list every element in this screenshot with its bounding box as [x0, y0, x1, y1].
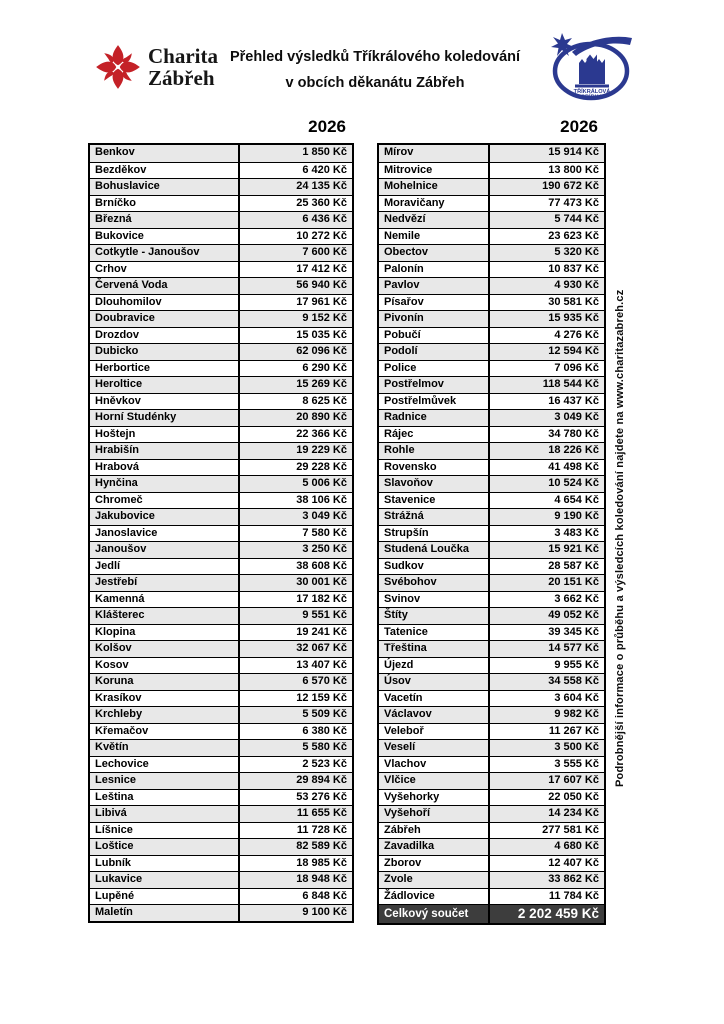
amount-value: 6 420 Kč — [302, 163, 347, 176]
table-row — [90, 409, 352, 426]
amount-value: 4 930 Kč — [554, 279, 599, 291]
amount-value: 6 570 Kč — [302, 675, 347, 687]
amount-value: 82 589 Kč — [296, 840, 347, 852]
amount-value: 53 276 Kč — [296, 790, 347, 803]
side-note-vertical: Podrobnější informace o průběhu a výsledcích koledování najdete na www.charitazabreh.cz — [614, 289, 626, 787]
table-row — [90, 624, 352, 641]
municipality-name: Bukovice — [90, 229, 240, 245]
amount-value: 11 728 Kč — [296, 823, 347, 836]
table-row — [90, 162, 352, 179]
amount-value: 118 544 Kč — [542, 378, 599, 390]
table-row — [379, 294, 604, 311]
municipality-name: Horní Studénky — [90, 410, 240, 426]
table-row — [379, 739, 604, 756]
municipality-name: Svinov — [379, 592, 490, 608]
amount-value: 12 594 Kč — [548, 345, 599, 357]
table-row — [379, 673, 604, 690]
year-heading-right: 2026 — [560, 117, 598, 136]
municipality-name: Mitrovice — [379, 163, 490, 179]
municipality-name: Lukavice — [90, 872, 240, 888]
table-row — [90, 343, 352, 360]
amount-value: 4 680 Kč — [554, 840, 599, 852]
municipality-name: Žádlovice — [379, 889, 490, 905]
municipality-name: Písařov — [379, 295, 490, 311]
municipality-name: Hoštejn — [90, 427, 240, 443]
municipality-name: Štíty — [379, 608, 490, 624]
amount-value: 12 407 Kč — [548, 856, 599, 869]
table-row — [379, 426, 604, 443]
municipality-name: Hynčina — [90, 476, 240, 492]
municipality-name: Doubravice — [90, 311, 240, 327]
municipality-name: Zvole — [379, 872, 490, 888]
amount-value: 17 607 Kč — [548, 774, 599, 786]
municipality-name: Moravičany — [379, 196, 490, 212]
table-row — [90, 228, 352, 245]
municipality-name: Kolšov — [90, 641, 240, 657]
municipality-name: Jakubovice — [90, 509, 240, 525]
amount-value: 25 360 Kč — [296, 196, 347, 209]
table-row — [379, 277, 604, 294]
municipality-name: Hněvkov — [90, 394, 240, 410]
municipality-name: Postřelmůvek — [379, 394, 490, 410]
table-row — [379, 657, 604, 674]
amount-value: 32 067 Kč — [296, 642, 347, 654]
amount-value: 10 837 Kč — [548, 262, 599, 275]
amount-value: 30 001 Kč — [296, 576, 347, 588]
table-row — [90, 591, 352, 608]
amount-value: 56 940 Kč — [296, 279, 347, 291]
municipality-name: Strupšín — [379, 526, 490, 542]
table-row — [379, 261, 604, 278]
amount-value: 15 269 Kč — [296, 378, 347, 390]
amount-value: 11 784 Kč — [548, 889, 599, 902]
table-row — [90, 673, 352, 690]
municipality-name: Jestřebí — [90, 575, 240, 591]
table-row — [90, 888, 352, 905]
table-row — [379, 888, 604, 905]
table-row — [379, 558, 604, 575]
charita-logo-text — [148, 45, 218, 89]
amount-value: 30 581 Kč — [548, 295, 599, 308]
table-row — [379, 574, 604, 591]
table-row — [90, 640, 352, 657]
table-row — [379, 228, 604, 245]
table-row — [90, 541, 352, 558]
amount-value: 20 151 Kč — [548, 576, 599, 588]
table-row — [90, 607, 352, 624]
municipality-name: Chromeč — [90, 493, 240, 509]
municipality-name: Bohuslavice — [90, 179, 240, 195]
municipality-name: Krchleby — [90, 707, 240, 723]
municipality-name: Zavadilka — [379, 839, 490, 855]
table-row — [90, 442, 352, 459]
table-row — [379, 723, 604, 740]
amount-value: 41 498 Kč — [548, 460, 599, 473]
municipality-name: Lupěné — [90, 889, 240, 905]
table-row — [90, 145, 352, 162]
amount-value: 9 152 Kč — [302, 312, 347, 324]
charita-flame-cross-icon — [95, 44, 141, 90]
municipality-name: Hrabišín — [90, 443, 240, 459]
table-row — [90, 459, 352, 476]
municipality-name: Maletín — [90, 905, 240, 921]
municipality-name: Veleboř — [379, 724, 490, 740]
amount-value: 49 052 Kč — [548, 609, 599, 621]
amount-value: 13 407 Kč — [296, 658, 347, 671]
amount-value: 22 050 Kč — [548, 790, 599, 803]
amount-value: 8 625 Kč — [302, 394, 347, 407]
amount-value: 9 955 Kč — [554, 658, 599, 671]
table-row — [379, 162, 604, 179]
table-row — [379, 541, 604, 558]
amount-value: 29 228 Kč — [296, 460, 347, 473]
amount-value: 14 234 Kč — [548, 807, 599, 819]
municipality-name: Pivonín — [379, 311, 490, 327]
table-row — [379, 475, 604, 492]
amount-value: 14 577 Kč — [548, 642, 599, 654]
table-row — [90, 360, 352, 377]
table-row — [90, 789, 352, 806]
table-row — [379, 244, 604, 261]
municipality-name: Podolí — [379, 344, 490, 360]
municipality-name: Koruna — [90, 674, 240, 690]
table-row — [379, 211, 604, 228]
municipality-name: Radnice — [379, 410, 490, 426]
municipality-name: Květín — [90, 740, 240, 756]
municipality-name: Jedlí — [90, 559, 240, 575]
amount-value: 7 096 Kč — [554, 361, 599, 374]
municipality-name: Palonín — [379, 262, 490, 278]
table-row — [379, 327, 604, 344]
charita-logo-line2: Zábřeh — [148, 66, 215, 90]
municipality-name: Stavenice — [379, 493, 490, 509]
municipality-name: Nemile — [379, 229, 490, 245]
table-row — [90, 706, 352, 723]
charita-logo-line1: Charita — [148, 44, 218, 68]
amount-value: 13 800 Kč — [548, 163, 599, 176]
amount-value: 17 182 Kč — [296, 592, 347, 605]
municipality-name: Václavov — [379, 707, 490, 723]
table-row — [90, 244, 352, 261]
table-row — [90, 822, 352, 839]
municipality-name: Sudkov — [379, 559, 490, 575]
amount-value: 29 894 Kč — [296, 774, 347, 786]
amount-value: 17 961 Kč — [296, 295, 347, 308]
table-row — [90, 277, 352, 294]
amount-value: 15 921 Kč — [548, 543, 599, 555]
page-title-line1: Přehled výsledků Tříkrálového koledování — [229, 49, 521, 65]
table-row — [379, 442, 604, 459]
municipality-name: Lubník — [90, 856, 240, 872]
table-row — [379, 343, 604, 360]
amount-value: 4 654 Kč — [554, 493, 599, 506]
amount-value: 7 600 Kč — [302, 246, 347, 258]
municipality-name: Lechovice — [90, 757, 240, 773]
municipality-name: Rovensko — [379, 460, 490, 476]
municipality-name: Dlouhomilov — [90, 295, 240, 311]
table-row — [379, 640, 604, 657]
amount-value: 3 049 Kč — [302, 510, 347, 522]
municipality-name: Herbortice — [90, 361, 240, 377]
municipality-name: Březná — [90, 212, 240, 228]
table-row — [90, 327, 352, 344]
amount-value: 4 276 Kč — [554, 328, 599, 341]
table-row — [90, 376, 352, 393]
amount-value: 1 850 Kč — [302, 146, 347, 158]
table-row — [90, 574, 352, 591]
amount-value: 3 604 Kč — [554, 691, 599, 704]
amount-value: 6 848 Kč — [302, 889, 347, 902]
municipality-name: Vlachov — [379, 757, 490, 773]
amount-value: 11 655 Kč — [296, 807, 347, 819]
amount-value: 5 006 Kč — [302, 477, 347, 489]
municipality-name: Vlčice — [379, 773, 490, 789]
amount-value: 9 100 Kč — [302, 906, 347, 918]
table-row — [90, 310, 352, 327]
amount-value: 15 914 Kč — [548, 146, 599, 158]
table-row — [379, 508, 604, 525]
table-row — [90, 508, 352, 525]
table-row — [90, 904, 352, 921]
table-row — [379, 393, 604, 410]
municipality-name: Klášterec — [90, 608, 240, 624]
municipality-name: Hrabová — [90, 460, 240, 476]
municipality-name: Vyšehoří — [379, 806, 490, 822]
municipality-name: Strážná — [379, 509, 490, 525]
table-row — [90, 690, 352, 707]
table-row — [90, 178, 352, 195]
amount-value: 11 267 Kč — [548, 724, 599, 737]
table-row — [90, 492, 352, 509]
amount-value: 38 106 Kč — [296, 493, 347, 506]
amount-value: 34 780 Kč — [548, 427, 599, 440]
amount-value: 15 935 Kč — [548, 312, 599, 324]
amount-value: 5 744 Kč — [554, 213, 599, 225]
page-title-line2: v obcích děkanátu Zábřeh — [285, 75, 465, 91]
municipality-name: Pavlov — [379, 278, 490, 294]
amount-value: 38 608 Kč — [296, 559, 347, 572]
table-row — [90, 739, 352, 756]
table-row — [90, 805, 352, 822]
amount-value: 34 558 Kč — [548, 675, 599, 687]
municipality-name: Studená Loučka — [379, 542, 490, 558]
table-row — [379, 690, 604, 707]
three-kings-comet-icon — [548, 30, 636, 102]
municipality-name: Lesnice — [90, 773, 240, 789]
amount-value: 6 290 Kč — [302, 361, 347, 374]
municipality-name: Police — [379, 361, 490, 377]
municipality-name: Klopina — [90, 625, 240, 641]
amount-value: 6 380 Kč — [302, 724, 347, 737]
table-row — [379, 607, 604, 624]
municipality-name: Brníčko — [90, 196, 240, 212]
municipality-name: Svébohov — [379, 575, 490, 591]
table-row — [90, 261, 352, 278]
amount-value: 18 985 Kč — [296, 856, 347, 869]
municipality-name: Drozdov — [90, 328, 240, 344]
municipality-name: Mohelnice — [379, 179, 490, 195]
municipality-name: Veselí — [379, 740, 490, 756]
municipality-name: Postřelmov — [379, 377, 490, 393]
amount-value: 9 982 Kč — [554, 708, 599, 720]
table-row — [379, 822, 604, 839]
table-row — [90, 838, 352, 855]
amount-value: 22 366 Kč — [296, 427, 347, 440]
municipality-name: Cotkytle - Janoušov — [90, 245, 240, 261]
amount-value: 3 483 Kč — [554, 526, 599, 539]
municipality-name: Nedvězí — [379, 212, 490, 228]
table-row — [379, 145, 604, 162]
amount-value: 9 551 Kč — [302, 609, 347, 621]
grand-total-value: 2 202 459 Kč — [517, 906, 599, 921]
amount-value: 77 473 Kč — [548, 196, 599, 209]
municipality-name: Červená Voda — [90, 278, 240, 294]
ts-logo-text-line1: TŘÍKRÁLOVÁ — [573, 89, 611, 95]
municipality-name: Kosov — [90, 658, 240, 674]
municipality-name: Pobučí — [379, 328, 490, 344]
municipality-name: Mírov — [379, 145, 490, 162]
page-title — [225, 44, 525, 96]
amount-value: 2 523 Kč — [302, 757, 347, 770]
table-row — [379, 789, 604, 806]
trikralova-sbirka-logo — [548, 30, 636, 107]
table-row — [90, 475, 352, 492]
table-row — [379, 376, 604, 393]
charita-zabreh-logo — [95, 44, 218, 90]
amount-value: 28 587 Kč — [548, 559, 599, 572]
municipality-name: Vyšehorky — [379, 790, 490, 806]
municipality-name: Bezděkov — [90, 163, 240, 179]
municipality-name: Janoslavice — [90, 526, 240, 542]
table-row — [379, 871, 604, 888]
amount-value: 6 436 Kč — [302, 213, 347, 225]
municipality-name: Libivá — [90, 806, 240, 822]
table-row — [90, 772, 352, 789]
table-row — [90, 525, 352, 542]
amount-value: 9 190 Kč — [554, 510, 599, 522]
table-row — [379, 525, 604, 542]
amount-value: 62 096 Kč — [296, 345, 347, 357]
amount-value: 24 135 Kč — [296, 180, 347, 192]
ts-logo-text-line2: SBÍRKA — [581, 94, 603, 101]
municipality-name: Vacetín — [379, 691, 490, 707]
table-row — [379, 178, 604, 195]
amount-value: 39 345 Kč — [548, 625, 599, 638]
municipality-name: Rohle — [379, 443, 490, 459]
amount-value: 33 862 Kč — [548, 873, 599, 885]
amount-value: 3 555 Kč — [554, 757, 599, 770]
collection-results-table-left — [88, 143, 354, 923]
municipality-name: Crhov — [90, 262, 240, 278]
amount-value: 17 412 Kč — [296, 262, 347, 275]
municipality-name: Slavoňov — [379, 476, 490, 492]
year-heading-left: 2026 — [308, 117, 346, 136]
municipality-name: Třeština — [379, 641, 490, 657]
municipality-name: Dubicko — [90, 344, 240, 360]
amount-value: 16 437 Kč — [548, 394, 599, 407]
grand-total-label: Celkový součet — [379, 905, 490, 923]
table-row — [379, 591, 604, 608]
table-row — [90, 426, 352, 443]
municipality-name: Úsov — [379, 674, 490, 690]
grand-total-row — [379, 904, 604, 923]
municipality-name: Kamenná — [90, 592, 240, 608]
amount-value: 277 581 Kč — [542, 823, 599, 836]
collection-results-table-right — [377, 143, 606, 925]
table-row — [90, 723, 352, 740]
municipality-name: Újezd — [379, 658, 490, 674]
table-row — [379, 360, 604, 377]
amount-value: 15 035 Kč — [296, 328, 347, 341]
amount-value: 23 623 Kč — [548, 229, 599, 242]
amount-value: 18 226 Kč — [548, 444, 599, 456]
table-row — [90, 294, 352, 311]
municipality-name: Zábřeh — [379, 823, 490, 839]
amount-value: 12 159 Kč — [296, 691, 347, 704]
municipality-name: Krasíkov — [90, 691, 240, 707]
municipality-name: Zborov — [379, 856, 490, 872]
table-row — [90, 855, 352, 872]
amount-value: 5 320 Kč — [554, 246, 599, 258]
table-row — [379, 195, 604, 212]
table-row — [379, 838, 604, 855]
amount-value: 3 049 Kč — [554, 411, 599, 423]
table-row — [379, 310, 604, 327]
municipality-name: Tatenice — [379, 625, 490, 641]
municipality-name: Rájec — [379, 427, 490, 443]
table-row — [379, 409, 604, 426]
table-row — [90, 756, 352, 773]
municipality-name: Benkov — [90, 145, 240, 162]
municipality-name: Heroltice — [90, 377, 240, 393]
table-row — [90, 195, 352, 212]
table-row — [90, 211, 352, 228]
municipality-name: Leština — [90, 790, 240, 806]
table-row — [90, 871, 352, 888]
municipality-name: Křemačov — [90, 724, 240, 740]
table-row — [90, 393, 352, 410]
amount-value: 5 509 Kč — [302, 708, 347, 720]
amount-value: 3 250 Kč — [302, 543, 347, 555]
table-row — [90, 657, 352, 674]
municipality-name: Janoušov — [90, 542, 240, 558]
amount-value: 5 580 Kč — [302, 741, 347, 753]
table-row — [379, 492, 604, 509]
amount-value: 190 672 Kč — [542, 180, 599, 192]
table-row — [379, 624, 604, 641]
amount-value: 20 890 Kč — [296, 411, 347, 423]
table-row — [379, 459, 604, 476]
amount-value: 19 229 Kč — [296, 444, 347, 456]
amount-value: 10 524 Kč — [548, 477, 599, 489]
amount-value: 3 500 Kč — [554, 741, 599, 753]
municipality-name: Loštice — [90, 839, 240, 855]
table-row — [379, 805, 604, 822]
amount-value: 7 580 Kč — [302, 526, 347, 539]
table-row — [379, 855, 604, 872]
table-row — [379, 706, 604, 723]
table-row — [379, 756, 604, 773]
amount-value: 18 948 Kč — [296, 873, 347, 885]
municipality-name: Obectov — [379, 245, 490, 261]
table-row — [90, 558, 352, 575]
amount-value: 19 241 Kč — [296, 625, 347, 638]
municipality-name: Líšnice — [90, 823, 240, 839]
amount-value: 10 272 Kč — [296, 229, 347, 242]
amount-value: 3 662 Kč — [554, 592, 599, 605]
table-row — [379, 772, 604, 789]
